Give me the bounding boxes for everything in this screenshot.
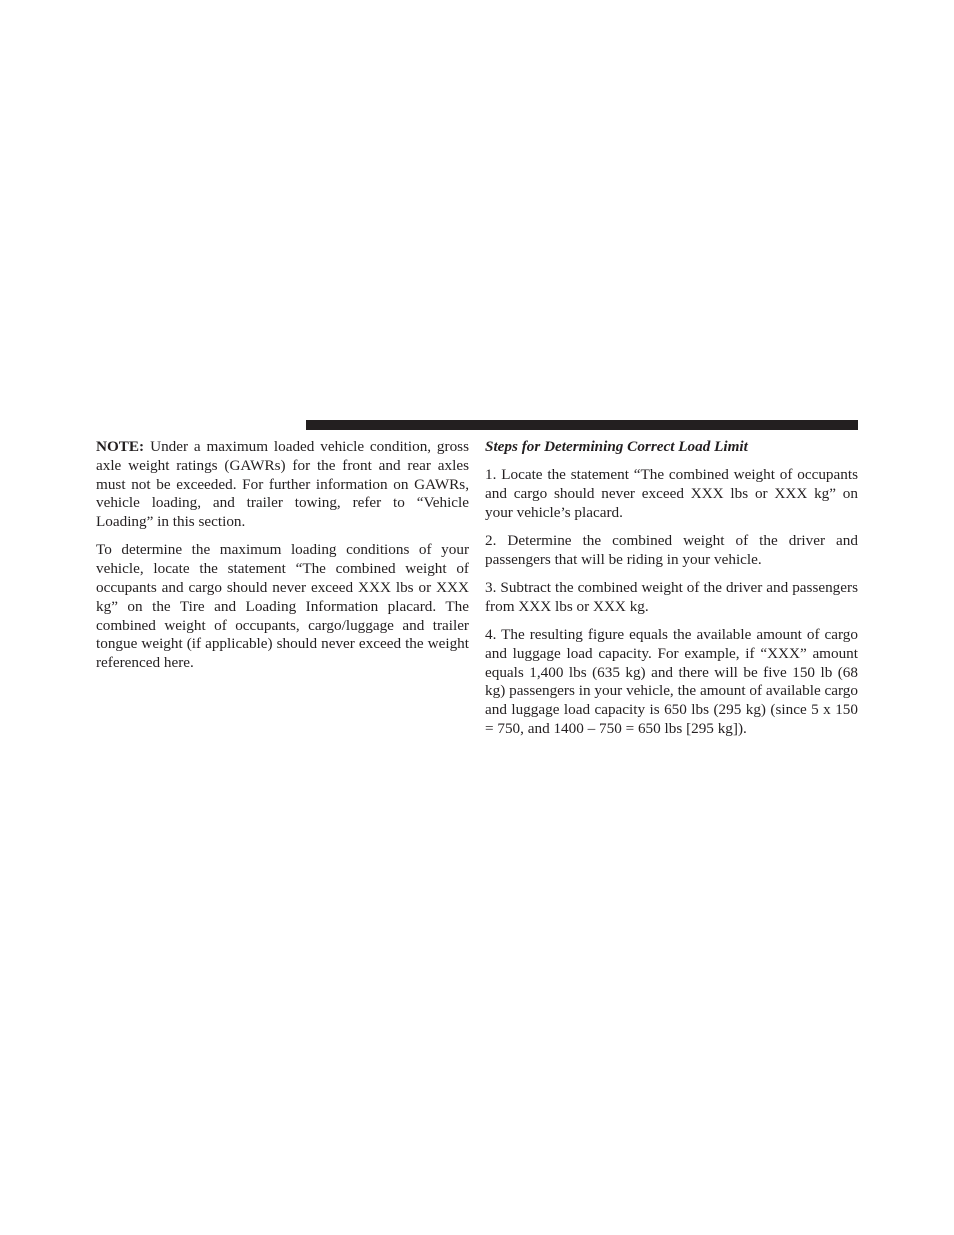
left-column bbox=[96, 438, 469, 682]
section-heading: Steps for Determining Correct Load Limit bbox=[485, 438, 748, 455]
step-1: 1. Locate the statement “The combined weight of occupants and cargo should never exceed XXX lbs or XXX kg” on your vehicle’s placard. bbox=[485, 466, 858, 521]
right-column bbox=[485, 438, 858, 748]
note-paragraph bbox=[96, 438, 469, 532]
loading-conditions-paragraph: To determine the maximum loading conditions of your vehicle, locate the statement “The combined weight of occupants and cargo should never exceed XXX lbs or XXX kg” on the Tire and Loading Information placard. The combined weight of occupants, cargo/luggage and trailer tongue weight (if applicable) should never exceed the weight referenced here. bbox=[96, 541, 469, 672]
step-2: 2. Determine the combined weight of the driver and passengers that will be riding in your vehicle. bbox=[485, 531, 858, 568]
step-3: 3. Subtract the combined weight of the driver and passengers from XXX lbs or XXX kg. bbox=[485, 578, 858, 615]
section-divider-bar bbox=[306, 420, 858, 430]
step-4: 4. The resulting figure equals the available amount of cargo and luggage load capacity. For example, if “XXX” amount equals 1,400 lbs (635 kg) and there will be five 150 lb (68 kg) passengers in your vehicle, the amount of available cargo and luggage load capacity is 650 lbs (295 kg) (since 5 x 150 = 750, and 1400 – 750 = 650 lbs [295 kg]). bbox=[485, 625, 858, 737]
note-text: Under a maximum loaded vehicle condition, gross axle weight ratings (GAWRs) for the front and rear axles must not be exceeded. For further information on GAWRs, vehicle loading, and trailer towing, refer to “Vehicle Loading” in this section. bbox=[96, 438, 469, 531]
note-label: NOTE: bbox=[96, 438, 145, 455]
